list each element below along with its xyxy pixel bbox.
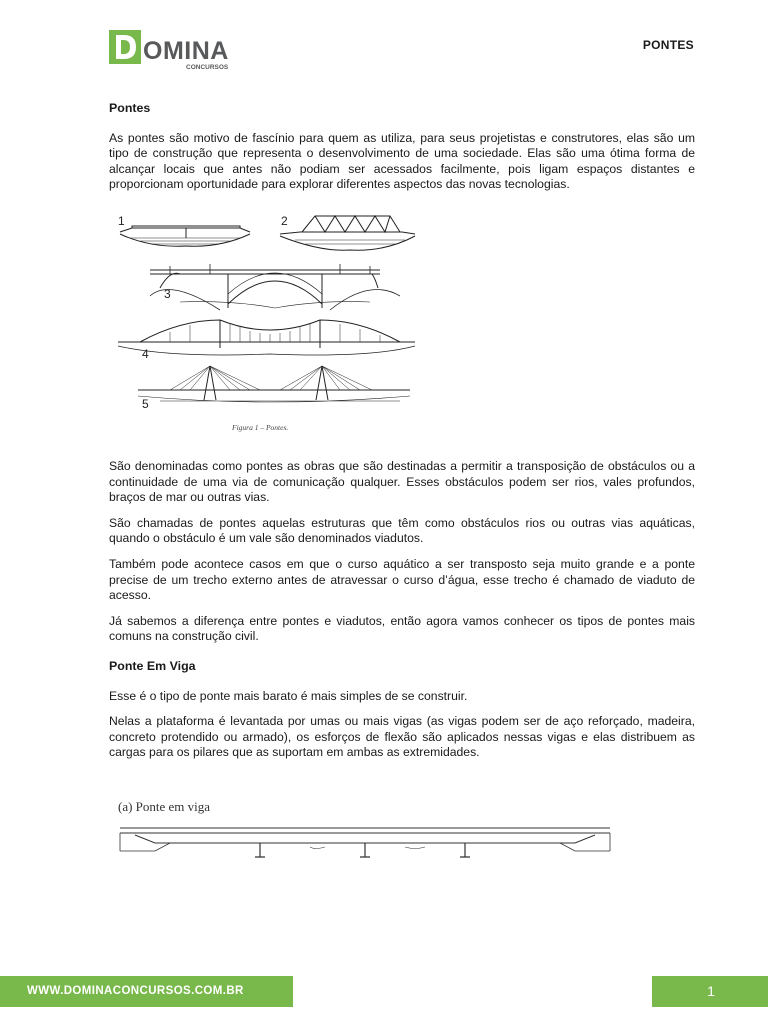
footer-website[interactable]: WWW.DOMINACONCURSOS.COM.BR bbox=[0, 976, 293, 1007]
bridge-type-2-truss bbox=[280, 214, 415, 250]
figure1-caption: Figura 1 – Pontes. bbox=[232, 423, 289, 432]
fig1-label-4: 4 bbox=[142, 347, 149, 361]
paragraph-tipos: Já sabemos a diferença entre pontes e viadutos, então agora vamos conhecer os tipos de pontes mais comuns na construção civil. bbox=[109, 613, 695, 644]
heading-pontes: Pontes bbox=[109, 101, 151, 115]
footer-page-number: 1 bbox=[652, 976, 768, 1007]
figure-ponte-em-viga bbox=[115, 795, 615, 870]
paragraph-viga-barato: Esse é o tipo de ponte mais barato é mais simples de se construir. bbox=[109, 688, 468, 703]
figure2-label: (a) Ponte em viga bbox=[118, 799, 211, 814]
paragraph-intro: As pontes são motivo de fascínio para quem as utiliza, para seus projetistas e construtores, elas são um tipo de construção que representa o desenvolvimento de uma sociedade. Elas são uma ótima forma de alcançar locais que antes não podiam ser acessados facilmente, pois ligam espaços distantes e proporcionam oportunidade para explorar diferentes aspectos das novas tecnologias. bbox=[109, 130, 695, 192]
paragraph-viga-detalhes: Nelas a plataforma é levantada por umas ou mais vigas (as vigas podem ser de aço reforçado, madeira, concreto protendido ou armado), os esforços de flexão são aplicados nessas vigas e elas distribuem as cargas para os pilares que as suportam em ambas as extremidades. bbox=[109, 714, 695, 760]
fig1-label-3: 3 bbox=[164, 287, 171, 301]
bridge-type-5-cable-stayed bbox=[138, 366, 410, 411]
paragraph-definition: São denominadas como pontes as obras que são destinadas a permitir a transposição de obstáculos ou a continuidade de uma via de comunicação qualquer. Esses obstáculos podem ser rios, vales profundos, braços de mar ou outras vias. bbox=[109, 459, 695, 505]
bridge-type-3-arch bbox=[150, 264, 400, 310]
bridge-type-4-suspension bbox=[118, 320, 415, 361]
section-pontes bbox=[109, 101, 695, 193]
logo-subtitle: CONCURSOS bbox=[186, 64, 229, 71]
domina-logo bbox=[109, 30, 234, 72]
logo-wordmark: OMINA bbox=[143, 37, 229, 65]
fig1-label-2: 2 bbox=[281, 214, 288, 228]
page-header-title: PONTES bbox=[642, 38, 694, 52]
fig1-label-5: 5 bbox=[142, 397, 149, 411]
figure-bridge-types bbox=[110, 208, 420, 440]
fig1-label-1: 1 bbox=[118, 214, 125, 228]
bridge-type-1-beam bbox=[118, 214, 250, 246]
heading-ponte-em-viga: Ponte Em Viga bbox=[109, 658, 196, 673]
paragraph-viaduto-acesso: Também pode acontece casos em que o curso aquático a ser transposto seja muito grande e a ponte precise de um trecho externo antes de atravessar o curso d’água, esse trecho é chamado de viaduto de acesso. bbox=[109, 556, 695, 603]
paragraph-viadutos: São chamadas de pontes aquelas estruturas que têm como obstáculos rios ou outras vias aquáticas, quando o obstáculo é um vale são denominados viadutos. bbox=[109, 515, 695, 546]
section-definitions bbox=[109, 459, 695, 761]
